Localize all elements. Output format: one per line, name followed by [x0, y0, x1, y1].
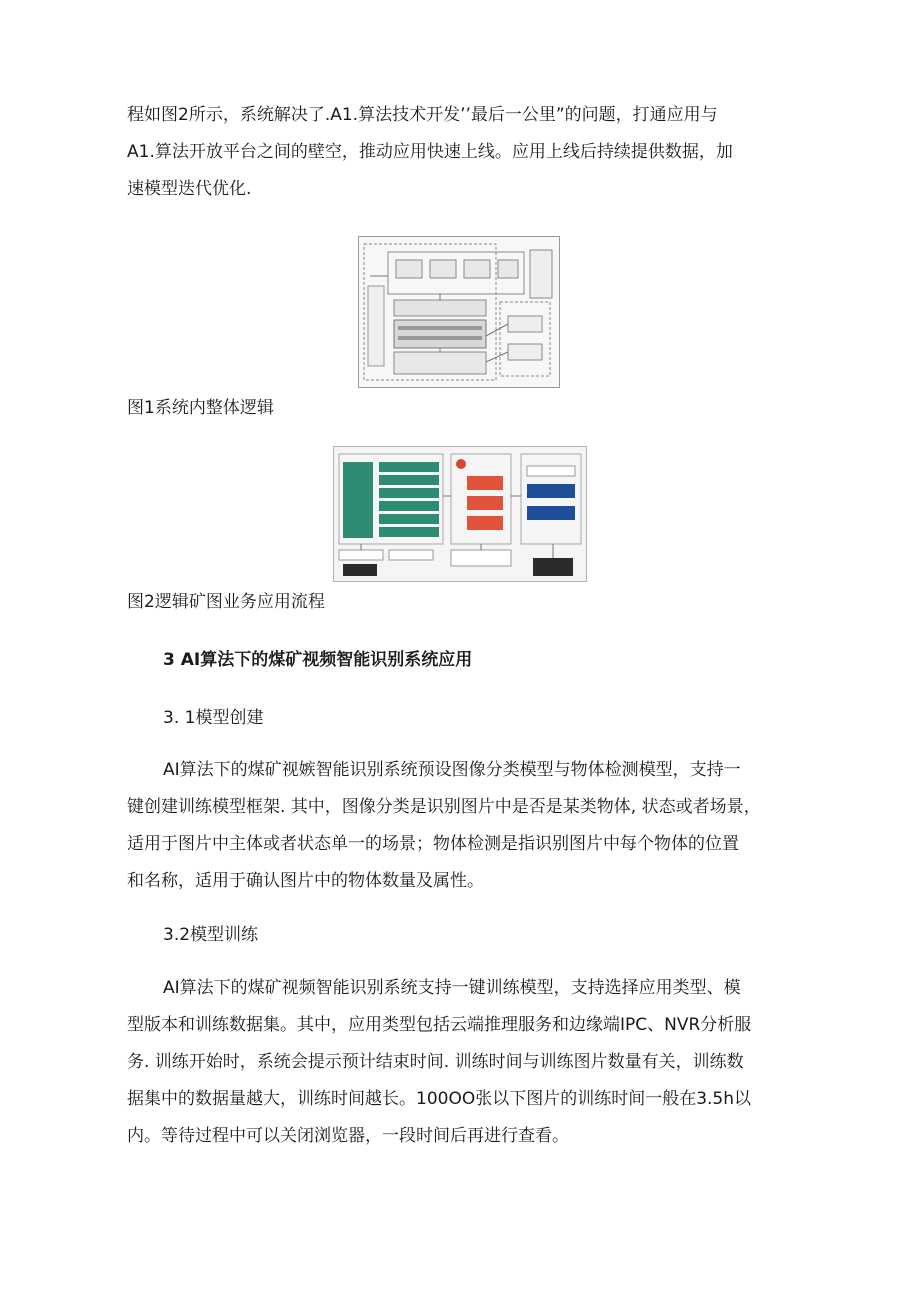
- figure1-diagram: [358, 236, 560, 388]
- figure2-caption: 图2逻辑矿图业务应用流程: [127, 592, 325, 612]
- intro-line: A1.算法开放平台之间的壁空，推动应用快速上线。应用上线后持续提供数据，加: [127, 142, 733, 162]
- body-line: AI算法下的煤矿视频智能识别系统支持一键训练模型，支持选择应用类型、模: [163, 978, 741, 998]
- body-line: 内。等待过程中可以关闭浏览器，一段时间后再进行查看。: [127, 1126, 569, 1146]
- section3-2-paragraph: [127, 970, 797, 1155]
- intro-line: 程如图2所示，系统解决了.A1.算法技术开发’’最后一公里”的问题，打通应用与: [127, 105, 718, 125]
- section-heading: 3 AI算法下的煤矿视频智能识别系统应用: [163, 650, 473, 670]
- body-line: 据集中的数据量越大，训练时间越长。100OO张以下图片的训练时间一般在3.5h以: [127, 1089, 752, 1109]
- subsection-heading: 3. 1模型创建: [163, 708, 264, 728]
- figure2-diagram: [333, 446, 587, 582]
- figure1-caption: 图1系统内整体逻辑: [127, 398, 274, 418]
- intro-line: 速模型迭代优化.: [127, 179, 252, 199]
- body-line: 适用于图片中主体或者状态单一的场景；物体检测是指识别图片中每个物体的位置: [127, 834, 739, 854]
- subsection-heading: 3.2模型训练: [163, 925, 259, 945]
- body-line: 键创建训练模型框架. 其中，图像分类是识别图片中是否是某类物体, 状态或者场景，: [127, 797, 761, 817]
- body-line: 型版本和训练数据集。其中，应用类型包括云端推理服务和边缘端IPC、NVR分析服: [127, 1015, 752, 1035]
- body-line: 和名称，适用于确认图片中的物体数量及属性。: [127, 871, 484, 891]
- section3-1-paragraph: [127, 752, 797, 900]
- body-line: AI算法下的煤矿视嫉智能识别系统预设图像分类模型与物体检测模型，支持一: [163, 760, 741, 780]
- intro-paragraph: [127, 97, 797, 208]
- body-line: 务. 训练开始时，系统会提示预计结束时间. 训练时间与训练图片数量有关，训练数: [127, 1052, 744, 1072]
